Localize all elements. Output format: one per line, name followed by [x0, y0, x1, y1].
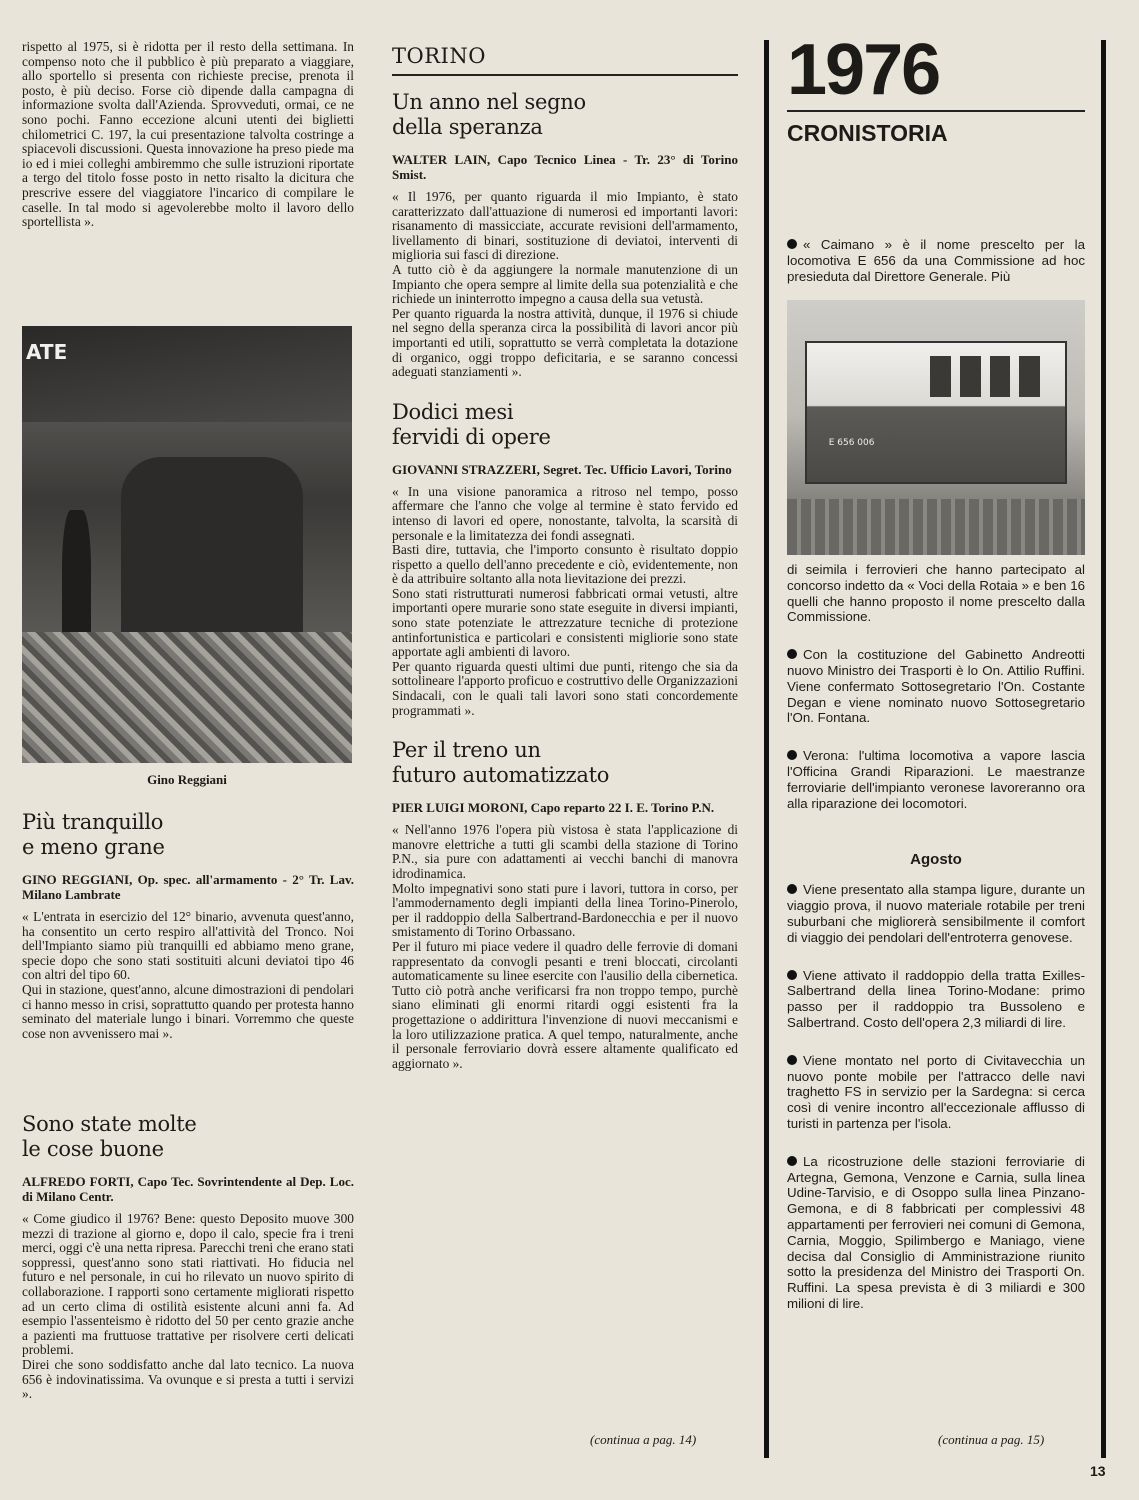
photo-gino-reggiani: [22, 326, 352, 763]
article-paragraph: Per quanto riguarda questi ultimi due punti, ritengo che sia da sottolineare l'apporto proficuo e costruttivo delle Organizzazioni Sindacali, con le quali tali lavori sono stati concordemente programmati ».: [392, 658, 738, 718]
chronicle-item: [787, 748, 1085, 811]
byline: GIOVANNI STRAZZERI, Segret. Tec. Ufficio Lavori, Torino: [392, 461, 732, 477]
article-paragraph: Qui in stazione, quest'anno, alcune dimostrazioni di pendolari ci hanno messo in crisi, soprattutto quando per protesta hanno seminato del materiale lungo i binari. Vorremmo che queste cose non avvenissero mai ».: [22, 981, 354, 1041]
article-title: [392, 90, 652, 140]
byline: WALTER LAIN, Capo Tecnico Linea - Tr. 23° di Torino Smist.: [392, 152, 738, 182]
bullet-icon: [787, 649, 797, 659]
title-line-2: della speranza: [392, 115, 543, 139]
article-paragraph: « Nell'anno 1976 l'opera più vistosa è stata l'applicazione di manovre elettriche a tutti gli scambi della stazione di Torino P.N., sia pure con adattamenti ai vecchi banchi di manovra idrodinamica.: [392, 822, 738, 881]
title-line-1: Sono state molte: [22, 1112, 197, 1136]
article-sono-state-molte: [22, 1112, 354, 1402]
title-line-2: e meno grane: [22, 835, 165, 859]
title-line-1: Un anno nel segno: [392, 90, 586, 114]
bullet-icon: [787, 750, 797, 760]
page-number: 13: [1090, 1463, 1106, 1479]
locomotive-window: [990, 356, 1011, 397]
chronicle-text: La ricostruzione delle stazioni ferroviarie di Artegna, Gemona, Venzone e Carnia, sulla linea Udine-Tarvisio, e di Osoppo sulla linea Pinzano-Gemona, e di 8 fabbricati per complessivi 48 appartamenti per ferrovieri nei comuni di Gemona, Carnia, Moggio, Spilimbergo e Maniago, viene decisa dal Consiglio di Amministrazione riunito sotto la presidenza del Ministro dei Trasporti On. Ruffini. La spesa prevista è di 3 miliardi e 300 milioni di lire.: [787, 1153, 1085, 1311]
bullet-icon: [787, 884, 797, 894]
photo-locomotive-e656: [787, 300, 1085, 555]
column-1: [22, 0, 354, 230]
photo-roof: [22, 326, 352, 422]
article-paragraph: Per il futuro mi piace vedere il quadro delle ferrovie di domani rappresentato da convogli pesanti e treni bloccati, circolanti automaticamente su linee esercite con l'ausilio della cibernetica. Tutto ciò potrà anche verificarsi fra non troppo tempo, purchè siano eliminati gli enormi ritardi oggi esistenti fra la progettazione o addirittura l'invenzione di nuovi meccanismi e la loro utilizzazione pratica. A quel tempo, naturalmente, anche il personale ferroviario dovrà essere altamente qualificato ed aggiornato ».: [392, 938, 738, 1071]
chronicle-item: [787, 1053, 1085, 1132]
article-paragraph: « L'entrata in esercizio del 12° binario, avvenuta quest'anno, ha consentito un certo respiro all'attività del Tronco. Noi dell'Impianto siamo più tranquilli ed abbiamo meno grane, specie dopo che sono stati sostituiti alcuni deviatoi tipo 46 con altri del tipo 60.: [22, 909, 354, 983]
article-title: [392, 400, 652, 450]
bullet-icon: [787, 1055, 797, 1065]
article-paragraph: Molto impegnativi sono stati pure i lavori, tuttora in corso, per l'ammodernamento degli impianti della linea Torino-Pinerolo, per il raddoppio della Salbertrand-Bardonecchia e per il nuovo smistamento di Torino Orbassano.: [392, 880, 738, 940]
locomotive-number: E 656 006: [828, 437, 875, 448]
title-line-1: Per il treno un: [392, 738, 541, 763]
title-line-1: Dodici mesi: [392, 399, 514, 424]
bullet-icon: [787, 970, 797, 980]
chronicle-text: Con la costituzione del Gabinetto Andreotti nuovo Ministro dei Trasporti è lo On. Attilio Ruffini. Viene confermato Sottosegretario l'On. Costante Degan e viene nominato nuovo Sottosegretario l'On. Fontana.: [787, 647, 1085, 726]
section-label-torino: TORINO: [392, 44, 486, 68]
article-paragraph: Per quanto riguarda la nostra attività, dunque, il 1976 si chiude nel segno della speranza circa la possibilità di lavori ancor più importanti ed utili, soprattutto se verrà completata la dotazione di organico, oggi troppo deficitaria, e se saranno concessi adeguati stanziamenti ».: [392, 305, 738, 380]
byline: PIER LUIGI MORONI, Capo reparto 22 I. E. Torino P.N.: [392, 800, 715, 816]
photo-machine: [121, 457, 303, 641]
cronistoria-title: CRONISTORIA: [787, 120, 948, 146]
chronicle-item: [787, 968, 1085, 1031]
locomotive-window: [1019, 356, 1040, 397]
box-border-right: [1101, 40, 1106, 1458]
year-heading: 1976: [787, 30, 940, 110]
article-paragraph: « In una visione panoramica a ritroso nel tempo, posso affermare che l'anno che volge al termine è stato fervido ed intenso di lavori ed opere, nonostante, talvolta, la scarsità di personale e la limitatezza dei fondi assegnati.: [392, 483, 738, 543]
title-line-2: le cose buone: [22, 1137, 164, 1161]
article-paragraph: « Come giudico il 1976? Bene: questo Deposito muove 300 mezzi di trazione al giorno e, dopo il calo, specie fra i treni merci, oggi c'è una netta ripresa. Parecchi treni che erano stati soppressi, quest'anno sono stati riattivati. Ho fiducia nel futuro e nel personale, in cui ho rilevato un nuovo spirito di collaborazione. I rapporti sono certamente migliorati rispetto ad un certo clima di ostilità esistente alcuni anni fa. Ad esempio l'assenteismo è ridotto del 50 per cento grazie anche a pazienti ma fruttuose trattative per risolvere certi delicati problemi.: [22, 1211, 354, 1358]
box-border-left: [764, 40, 769, 1458]
chronicle-text: Viene montato nel porto di Civitavecchia un nuovo ponte mobile per l'attracco delle navi traghetto FS in servizio per la Sardegna: si cerca così di venire incontro all'eccezionale afflusso di turisti in partenza per l'isola.: [787, 1052, 1085, 1131]
title-line-2: fervidi di opere: [392, 424, 551, 449]
chronicle-text: Verona: l'ultima locomotiva a vapore lascia l'Officina Grandi Riparazioni. Le maestranze ferroviarie dell'impianto veronese lavoreranno ora alla riparazione dei locomotori.: [787, 748, 1085, 811]
article-title: [22, 810, 282, 860]
article-title: [392, 738, 652, 788]
photo-station-sign: ATE: [26, 340, 68, 364]
article-paragraph: Direi che sono soddisfatto anche dal lato tecnico. La nuova 656 è indovinatissima. Va ovunque e si presta a tutti i servizi ».: [22, 1356, 354, 1402]
column-3-lower: [787, 562, 1085, 1312]
title-line-1: Più tranquillo: [22, 810, 164, 834]
title-line-2: futuro automatizzato: [392, 763, 610, 788]
locomotive-window: [930, 356, 951, 397]
chronicle-item: [787, 882, 1085, 945]
year-rule: [787, 110, 1085, 112]
column-2: [392, 44, 738, 1071]
chronicle-text: Viene attivato il raddoppio della tratta Exilles-Salbertrand della linea Torino-Modane: primo passo per il raddoppio tra Bussoleno e Salbertrand. Costo dell'opera 2,3 miliardi di lire.: [787, 967, 1085, 1030]
article-paragraph: A tutto ciò è da aggiungere la normale manutenzione di un Impianto che opera sempre al limite della sua potenzialità e che richiede un ininterrotto impegno a causa della sua vetustà.: [392, 261, 738, 307]
article-paragraph: Sono stati ristrutturati numerosi fabbricati ormai vetusti, altre importanti opere murarie sono state eseguite in diversi impianti, sono state potenziate le attrezzature tecniche di protezione antinfortunistica e particolari e consistenti migliorie sono state apportate agli ambienti di lavoro.: [392, 585, 738, 660]
photo-ballast: [22, 632, 352, 763]
locomotive-window: [960, 356, 981, 397]
chronicle-item: [787, 647, 1085, 726]
col1-intro-text: rispetto al 1975, si è ridotta per il resto della settimana. In compenso noto che il pubblico è più preparato a viaggiare, allo sportello si presenta con richieste precise, prenota il posto, è più deciso. Forse ciò dipende dalla campagna di informazione svolta dall'Azienda. Sprovveduti, ormai, ce ne sono pochi. Fanno eccezione alcuni utenti dei biglietti chilometrici C. 197, la cui presentazione talvolta costringe a spiacevoli discussioni. Questa innovazione ha preso piede ma io ed i miei colleghi ambiremmo che sulle istruzioni riportate a tergo del titolo fosse posto in netto risalto la dicitura che prescrive essere del viaggiatore l'incarico di compilare le caselle. In tal modo si agevolerebbe molto il lavoro dello sportellista ».: [22, 39, 354, 230]
chronicle-item: [787, 237, 1085, 284]
photo-caption: Gino Reggiani: [147, 772, 227, 787]
chronicle-text: di seimila i ferrovieri che hanno partecipato al concorso indetto da « Voci della Rotaia » e ben 16 quelli che hanno proposto il nome prescelto dalla Commissione.: [787, 562, 1085, 625]
article-paragraph: Basti dire, tuttavia, che l'importo consunto è risultato doppio rispetto a quello dell'anno precedente e ciò, evidentemente, non è da attribuire soltanto alla nota lievitazione dei prezzi.: [392, 542, 738, 587]
article-paragraph: « Il 1976, per quanto riguarda il mio Impianto, è stato caratterizzato dall'attuazione di numerosi ed importanti lavori: risanamento di massicciate, accurate revisioni dell'armamento, livellamento di binari, sostituzione di deviatoi, interventi di miglioria sui fasci di direzione.: [392, 189, 738, 263]
chronicle-text: Viene presentato alla stampa ligure, durante un viaggio prova, il nuovo materiale rotabile per treni suburbani che migliorerà sensibilmente il comfort di viaggio dei pendolari dell'entroterra genovese.: [787, 882, 1085, 945]
article-piu-tranquillo: [22, 810, 354, 1041]
section-rule: [392, 74, 738, 76]
tracks: [787, 499, 1085, 555]
chronicle-item: [787, 1154, 1085, 1312]
bullet-icon: [787, 1156, 797, 1166]
bullet-icon: [787, 239, 797, 249]
byline: ALFREDO FORTI, Capo Tec. Sovrintendente al Dep. Loc. di Milano Centr.: [22, 1174, 354, 1204]
byline: GINO REGGIANI, Op. spec. all'armamento - 2° Tr. Lav. Milano Lambrate: [22, 872, 354, 902]
continua-col2: (continua a pag. 14): [590, 1432, 697, 1447]
article-title: [22, 1112, 282, 1162]
month-heading: Agosto: [910, 851, 962, 869]
continua-col3: (continua a pag. 15): [938, 1432, 1045, 1447]
column-3-cronistoria: [787, 30, 1085, 284]
chronicle-text: « Caimano » è il nome prescelto per la locomotiva E 656 da una Commissione ad hoc presieduta dal Direttore Generale. Più: [787, 237, 1085, 284]
